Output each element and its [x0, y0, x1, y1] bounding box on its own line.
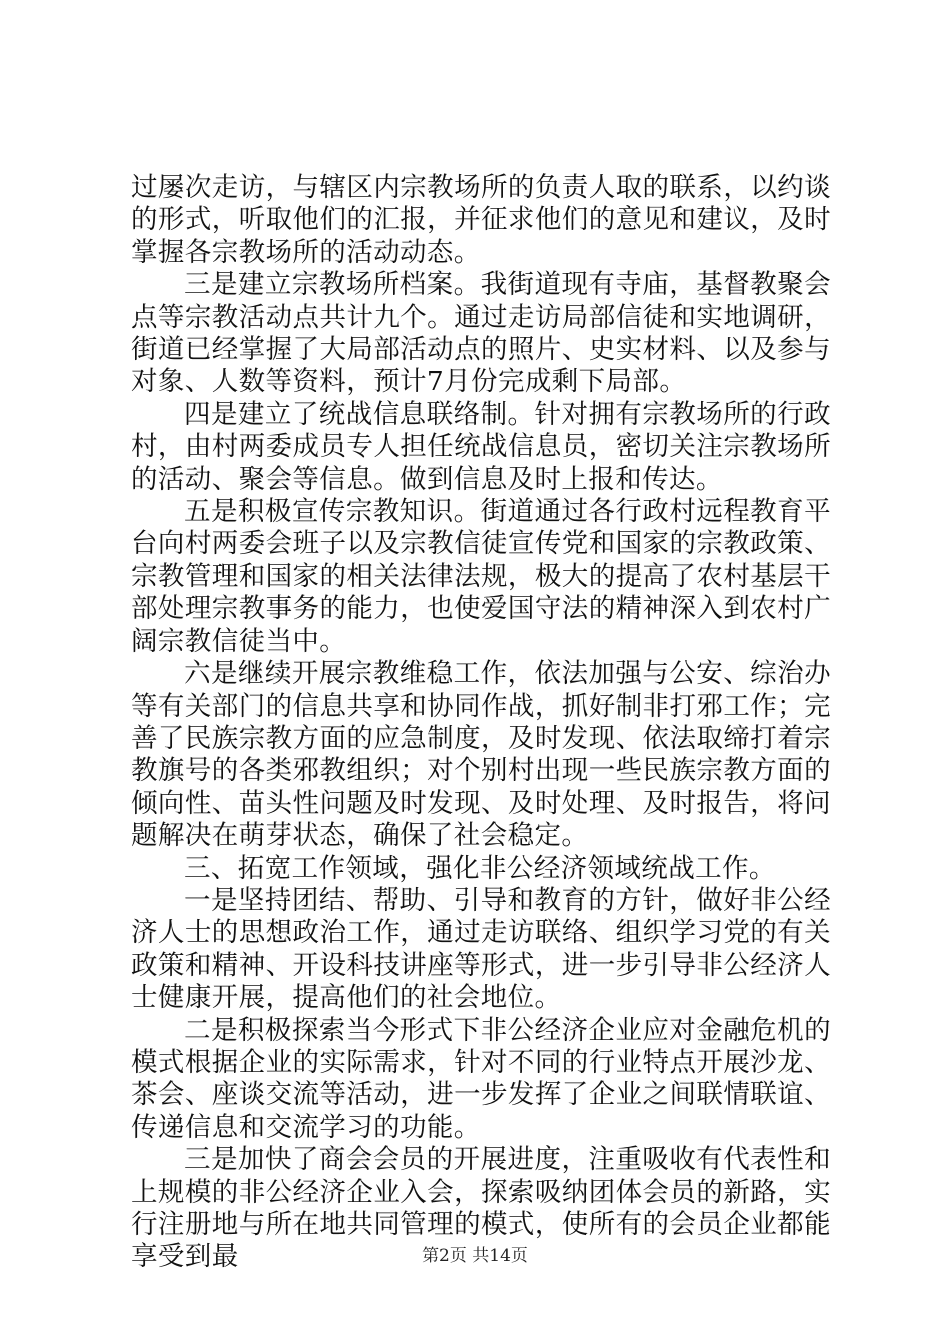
paragraph-financial-crisis: 二是积极探索当今形式下非公经济企业应对金融危机的模式根据企业的实际需求，针对不同的行业特点开展沙龙、茶会、座谈交流等活动，进一步发挥了企业之间联情联谊、传递信息和交流学习的功能。: [131, 1014, 831, 1143]
paragraph-unity-guidance: 一是坚持团结、帮助、引导和教育的方针，做好非公经济人士的思想政治工作，通过走访联络、组织学习党的有关政策和精神、开设科技讲座等形式，进一步引导非公经济人士健康开展，提高他们的社会地位。: [131, 884, 831, 1014]
paragraph-continuation: 过屡次走访，与辖区内宗教场所的负责人取的联系，以约谈的形式，听取他们的汇报，并征求他们的意见和建议，及时掌握各宗教场所的活动动态。: [131, 172, 831, 268]
paragraph-stability-work: 六是继续开展宗教维稳工作，依法加强与公安、综治办等有关部门的信息共享和协同作战，抓好制非打邪工作；完善了民族宗教方面的应急制度，及时发现、依法取缔打着宗教旗号的各类邪教组织；对个别村出现一些民族宗教方面的倾向性、苗头性问题及时发现、及时处理、及时报告，将问题解决在萌芽状态，确保了社会稳定。: [131, 658, 831, 852]
paragraph-chamber-members: 三是加快了商会会员的开展进度，注重吸收有代表性和上规模的非公经济企业入会，探索吸纳团体会员的新路，实行注册地与所在地共同管理的模式，使所有的会员企业都能享受到最: [131, 1144, 831, 1273]
paragraph-religious-knowledge: 五是积极宣传宗教知识。街道通过各行政村远程教育平台向村两委会班子以及宗教信徒宣传党和国家的宗教政策、宗教管理和国家的相关法律法规，极大的提高了农村基层干部处理宗教事务的能力，也使爱国守法的精神深入到农村广阔宗教信徒当中。: [131, 496, 831, 657]
paragraph-religious-archives: 三是建立宗教场所档案。我街道现有寺庙，基督教聚会点等宗教活动点共计九个。通过走访局部信徒和实地调研，街道已经掌握了大局部活动点的照片、史实材料、以及参与对象、人数等资料，预计7月份完成剩下局部。: [131, 269, 831, 398]
page-number-footer: 第2页 共14页: [422, 1246, 528, 1266]
section-heading-non-public-economy: 三、拓宽工作领域，强化非公经济领域统战工作。: [184, 852, 776, 884]
document-body: [131, 172, 831, 1274]
paragraph-liaison-system: 四是建立了统战信息联络制。针对拥有宗教场所的行政村，由村两委成员专人担任统战信息员，密切关注宗教场所的活动、聚会等信息。做到信息及时上报和传达。: [131, 398, 831, 495]
